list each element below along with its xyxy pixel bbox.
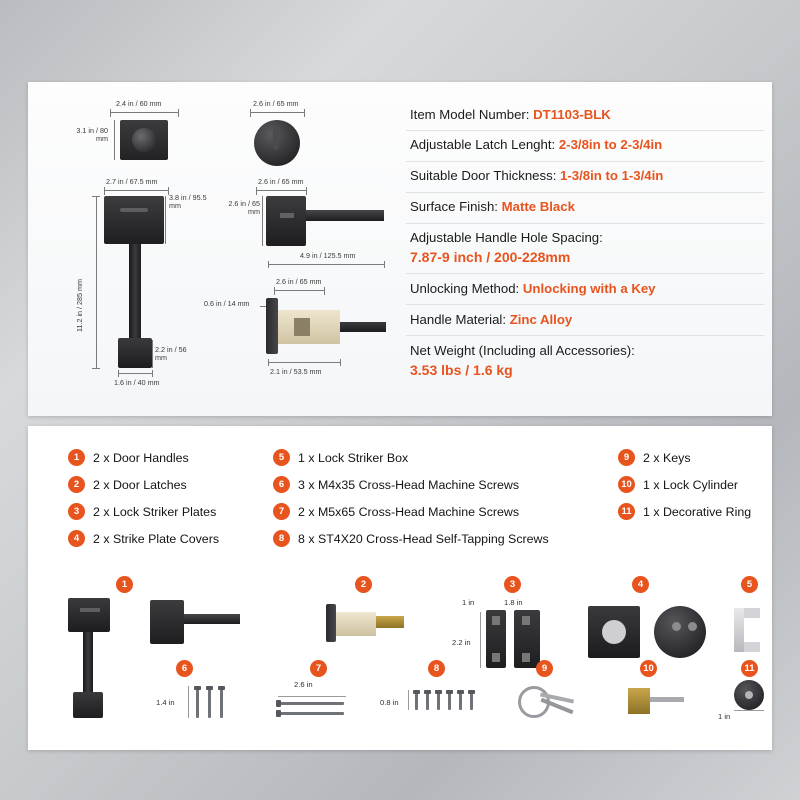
dim-tick (306, 187, 307, 195)
dim-tick (268, 261, 269, 268)
part-number-badge: 5 (273, 449, 290, 466)
art-dim-striker-w1: 1 in (462, 598, 475, 607)
art-dim-screw7: 2.6 in (294, 680, 313, 689)
strike-cover-dot-graphic (688, 622, 697, 631)
screw-graphic (426, 692, 429, 710)
part-number-badge: 7 (273, 503, 290, 520)
escutcheon-slot-graphic (120, 208, 148, 212)
dim-tick (104, 187, 105, 195)
screw-graphic (437, 692, 440, 710)
latch-case-part-graphic (336, 612, 376, 636)
spec-row-surface-finish (406, 193, 764, 224)
striker-hole-graphic (492, 616, 500, 625)
art-dim-striker-h: 2.2 in (452, 638, 471, 647)
dim-grip-height: 2.2 in / 56 mm (155, 345, 187, 363)
art-badge-6: 6 (176, 660, 193, 677)
striker-hole-graphic (522, 616, 530, 625)
dim-line (188, 686, 189, 718)
spec-label: Item Model Number: (410, 106, 534, 122)
art-badge-5: 5 (741, 576, 758, 593)
part-number-badge: 8 (273, 530, 290, 547)
dim-line (256, 190, 306, 191)
part-label: 1 x Decorative Ring (643, 504, 752, 519)
art-dim-screw6: 1.4 in (156, 698, 175, 707)
dim-full-height: 11.2 in / 285 mm (75, 279, 84, 332)
latch-faceplate-graphic (266, 298, 278, 354)
handleset-grip-graphic (83, 632, 93, 692)
spec-value: 1-3/8in to 1-3/4in (560, 168, 664, 184)
art-badge-1: 1 (116, 576, 133, 593)
spec-value: DT1103-BLK (533, 106, 611, 122)
dim-line (114, 120, 115, 160)
part-number-badge: 9 (618, 449, 635, 466)
dim-handle-plate-width: 2.6 in / 65 mm (258, 177, 304, 186)
spec-value: Zinc Alloy (509, 311, 573, 327)
handleset-top-plate-graphic (68, 598, 110, 632)
dim-line (110, 112, 178, 113)
dim-escutcheon-width: 2.7 in / 67.5 mm (106, 177, 158, 186)
list-item (273, 525, 608, 552)
escutcheon-plate-graphic (104, 196, 164, 244)
spec-label: Suitable Door Thickness: (410, 168, 561, 184)
list-item (68, 471, 268, 498)
art-dim-ring: 1 in (718, 712, 731, 721)
spec-value: 7.87-9 inch / 200-228mm (410, 248, 571, 265)
screw-graphic (278, 702, 344, 705)
dim-line (152, 340, 153, 368)
latch-tail-graphic (340, 322, 386, 332)
part-number-badge: 4 (68, 530, 85, 547)
handle-bottom-plate-graphic (118, 338, 152, 368)
dim-handle-length: 4.9 in / 125.5 mm (300, 251, 356, 260)
strike-cover-dot-graphic (672, 622, 681, 631)
art-badge-4: 4 (632, 576, 649, 593)
dim-escutcheon-height: 3.8 in / 95.5 mm (169, 193, 207, 211)
lever-handle-graphic (306, 210, 384, 221)
dim-tick (256, 187, 257, 195)
art-badge-2: 2 (355, 576, 372, 593)
dim-tick (250, 109, 251, 117)
part-number-badge: 11 (618, 503, 635, 520)
part-number-badge: 6 (273, 476, 290, 493)
dim-line (165, 196, 166, 244)
spec-row-unlocking-method (406, 274, 764, 305)
spec-label: Unlocking Method: (410, 280, 523, 296)
specification-panel (28, 82, 772, 416)
spec-row-latch-length (406, 131, 764, 162)
dim-latch-plate-thickness: 0.6 in / 14 mm (204, 299, 250, 308)
part-label: 1 x Lock Cylinder (643, 477, 739, 492)
part-number-badge: 3 (68, 503, 85, 520)
dim-line (268, 362, 340, 363)
dim-line (262, 196, 263, 246)
screw-head-graphic (276, 700, 281, 707)
screw-head-graphic (468, 690, 475, 694)
product-spec-page (28, 82, 772, 750)
part-label: 2 x M5x65 Cross-Head Machine Screws (298, 504, 520, 519)
handleset-bottom-plate-graphic (73, 692, 103, 718)
dim-line (268, 264, 384, 265)
parts-column-1 (68, 444, 268, 552)
dim-tick (92, 196, 100, 197)
screw-graphic (208, 688, 211, 718)
screw-graphic (196, 688, 199, 718)
dim-thumbturn-width: 2.6 in / 65 mm (253, 99, 299, 108)
spec-value: 3.53 lbs / 1.6 kg (410, 361, 513, 378)
dim-grip-width: 1.6 in / 40 mm (114, 378, 160, 387)
spec-row-door-thickness (406, 162, 764, 193)
striker-box-bottom-graphic (744, 642, 760, 652)
decorative-ring-center-graphic (745, 691, 753, 699)
striker-box-top-graphic (744, 608, 760, 618)
dim-line (104, 190, 168, 191)
art-dim-screw8: 0.8 in (380, 698, 399, 707)
art-badge-7: 7 (310, 660, 327, 677)
specification-list (406, 100, 764, 386)
spec-value: Unlocking with a Key (522, 280, 656, 296)
spec-label: Net Weight (Including all Accessories): (410, 342, 635, 358)
dim-line (118, 373, 152, 374)
dim-line (734, 710, 764, 711)
part-label: 3 x M4x35 Cross-Head Machine Screws (298, 477, 520, 492)
thumbturn-lever-graphic (273, 128, 279, 150)
spec-row-hole-spacing (406, 224, 764, 275)
part-label: 1 x Lock Striker Box (298, 450, 409, 465)
deadbolt-cylinder-graphic (132, 128, 156, 152)
art-badge-10: 10 (640, 660, 657, 677)
dim-line (408, 690, 409, 710)
striker-hole-graphic (492, 653, 500, 662)
screw-head-graphic (218, 686, 225, 690)
handle-grip-bar-graphic (129, 244, 141, 340)
strike-cover-hole-graphic (602, 620, 626, 644)
parts-column-3 (618, 444, 800, 525)
dim-line (96, 196, 97, 368)
screw-head-graphic (435, 690, 442, 694)
list-item (68, 444, 268, 471)
spec-row-model (406, 100, 764, 131)
screw-head-graphic (413, 690, 420, 694)
latch-tail-part-graphic (376, 616, 404, 628)
part-number-badge: 10 (618, 476, 635, 493)
latch-slot-graphic (294, 318, 310, 336)
parts-list-panel (28, 426, 772, 750)
list-item (273, 444, 608, 471)
list-item (273, 498, 608, 525)
dim-line (274, 290, 324, 291)
art-badge-3: 3 (504, 576, 521, 593)
list-item (618, 444, 800, 471)
screw-graphic (415, 692, 418, 710)
cylinder-tailpiece-graphic (650, 697, 684, 702)
dimension-drawing-area (28, 82, 398, 416)
dim-tick (304, 109, 305, 117)
part-label: 8 x ST4X20 Cross-Head Self-Tapping Screws (298, 531, 549, 546)
lever-spindle-graphic (280, 213, 294, 218)
dim-tick (384, 261, 385, 268)
spec-value: Matte Black (501, 199, 575, 215)
dim-line (480, 612, 481, 668)
spec-label: Handle Material: (410, 311, 510, 327)
part-number-badge: 2 (68, 476, 85, 493)
spec-row-handle-material (406, 305, 764, 336)
part-number-badge: 1 (68, 449, 85, 466)
screw-head-graphic (424, 690, 431, 694)
parts-artwork (28, 576, 772, 750)
part-label: 2 x Lock Striker Plates (93, 504, 217, 519)
part-label: 2 x Strike Plate Covers (93, 531, 220, 546)
striker-box-left-graphic (734, 608, 744, 652)
screw-head-graphic (446, 690, 453, 694)
list-item (273, 471, 608, 498)
screw-head-graphic (194, 686, 201, 690)
strike-cover-round-graphic (654, 606, 706, 658)
list-item (618, 471, 800, 498)
dim-tick (268, 359, 269, 366)
dim-line (278, 696, 346, 697)
art-badge-11: 11 (741, 660, 758, 677)
striker-hole-graphic (522, 653, 530, 662)
handleset-slot-graphic (80, 608, 100, 612)
screw-graphic (278, 712, 344, 715)
dim-tick (178, 109, 179, 117)
screw-head-graphic (457, 690, 464, 694)
screw-head-graphic (276, 710, 281, 717)
dim-tick (118, 370, 119, 377)
lever-bar-graphic (184, 614, 240, 624)
list-item (68, 498, 268, 525)
screw-graphic (470, 692, 473, 710)
screw-graphic (448, 692, 451, 710)
cylinder-body-graphic (628, 688, 650, 714)
parts-column-2 (273, 444, 608, 552)
screw-graphic (220, 688, 223, 718)
latch-faceplate-part-graphic (326, 604, 336, 642)
spec-row-net-weight (406, 336, 764, 386)
list-item (68, 525, 268, 552)
dim-handle-plate-height: 2.6 in / 65 mm (228, 199, 260, 217)
dim-deadbolt-height: 3.1 in / 80 mm (76, 126, 108, 144)
art-badge-8: 8 (428, 660, 445, 677)
list-item (618, 498, 800, 525)
dim-latch-plate-width: 2.6 in / 65 mm (276, 277, 322, 286)
spec-label: Surface Finish: (410, 199, 502, 215)
dim-latch-backset: 2.1 in / 53.5 mm (270, 367, 322, 376)
dim-tick (274, 287, 275, 295)
dim-tick (324, 287, 325, 295)
spec-label: Adjustable Handle Hole Spacing: (410, 230, 603, 246)
dim-tick (110, 109, 111, 117)
dim-tick (152, 370, 153, 377)
spec-value: 2-3/8in to 2-3/4in (558, 137, 663, 153)
dim-deadbolt-width: 2.4 in / 60 mm (116, 99, 162, 108)
art-dim-striker-w2: 1.8 in (504, 598, 523, 607)
part-label: 2 x Door Handles (93, 450, 189, 465)
screw-graphic (459, 692, 462, 710)
spec-label: Adjustable Latch Lenght: (410, 137, 559, 153)
dim-tick (92, 368, 100, 369)
art-badge-9: 9 (536, 660, 553, 677)
dim-line (250, 112, 304, 113)
part-label: 2 x Keys (643, 450, 691, 465)
screw-head-graphic (206, 686, 213, 690)
dim-tick (340, 359, 341, 366)
lever-rose-graphic (150, 600, 184, 644)
lever-rose-plate-graphic (266, 196, 306, 246)
part-label: 2 x Door Latches (93, 477, 187, 492)
